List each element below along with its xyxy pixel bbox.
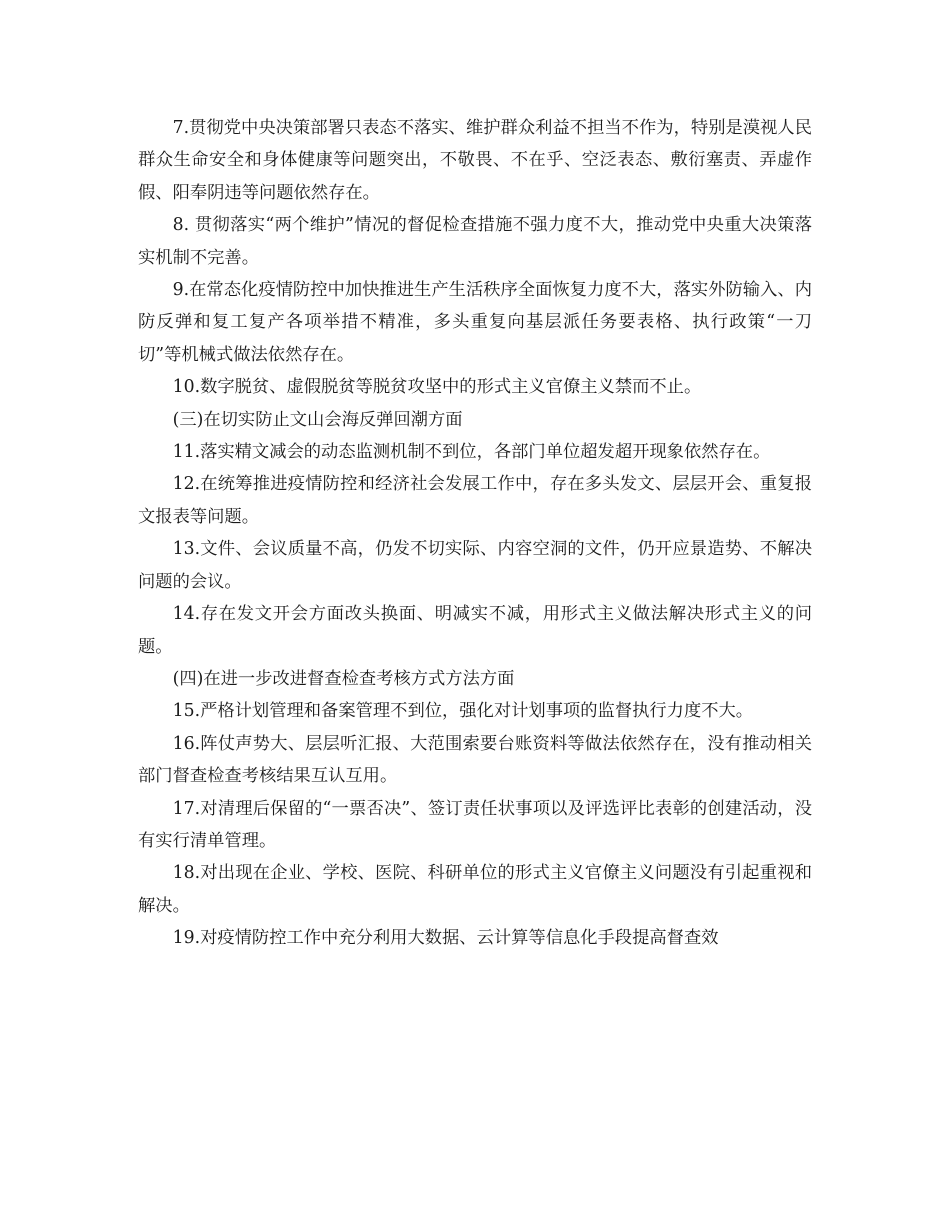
paragraph-12: 12.在统筹推进疫情防控和经济社会发展工作中，存在多头发文、层层开会、重复报文报表等问题。 [138, 474, 812, 527]
paragraph-7: 7.贯彻党中央决策部署只表态不落实、维护群众利益不担当不作为，特别是漠视人民群众生命安全和身体健康等问题突出，不敬畏、不在乎、空泛表态、敷衍塞责、弄虚作假、阳奉阴违等问题依然存在。 [138, 118, 812, 203]
paragraph-8: 8. 贯彻落实“两个维护”情况的督促检查措施不强力度不大，推动党中央重大决策落实机制不完善。 [138, 215, 812, 268]
paragraph-9: 9.在常态化疫情防控中加快推进生产生活秩序全面恢复力度不大，落实外防输入、内防反弹和复工复产各项举措不精准，多头重复向基层派任务要表格、执行政策“一刀切”等机械式做法依然存在。 [138, 280, 812, 365]
paragraph-13: 13.文件、会议质量不高，仍发不切实际、内容空洞的文件，仍开应景造势、不解决问题的会议。 [138, 539, 812, 592]
section-heading-4: (四)在进一步改进督查检查考核方式方法方面 [172, 668, 515, 689]
paragraph-19: 19.对疫情防控工作中充分利用大数据、云计算等信息化手段提高督查效 [172, 928, 719, 949]
document-body [138, 112, 812, 955]
paragraph-16: 16.阵仗声势大、层层听汇报、大范围索要台账资料等做法依然存在，没有推动相关部门督查检查考核结果互认互用。 [138, 733, 812, 787]
section-heading-3: (三)在切实防止文山会海反弹回潮方面 [172, 409, 463, 430]
paragraph-11: 11.落实精文减会的动态监测机制不到位，各部门单位超发超开现象依然存在。 [172, 442, 771, 463]
paragraph-15: 15.严格计划管理和备案管理不到位，强化对计划事项的监督执行力度不大。 [172, 701, 754, 722]
paragraph-10: 10.数字脱贫、虚假脱贫等脱贫攻坚中的形式主义官僚主义禁而不止。 [172, 377, 702, 398]
paragraph-18: 18.对出现在企业、学校、医院、科研单位的形式主义官僚主义问题没有引起重视和解决。 [138, 863, 812, 916]
paragraph-17: 17.对清理后保留的“一票否决”、签订责任状事项以及评选评比表彰的创建活动，没有实行清单管理。 [138, 798, 812, 851]
paragraph-14: 14.存在发文开会方面改头换面、明减实不减，用形式主义做法解决形式主义的问题。 [138, 604, 812, 657]
